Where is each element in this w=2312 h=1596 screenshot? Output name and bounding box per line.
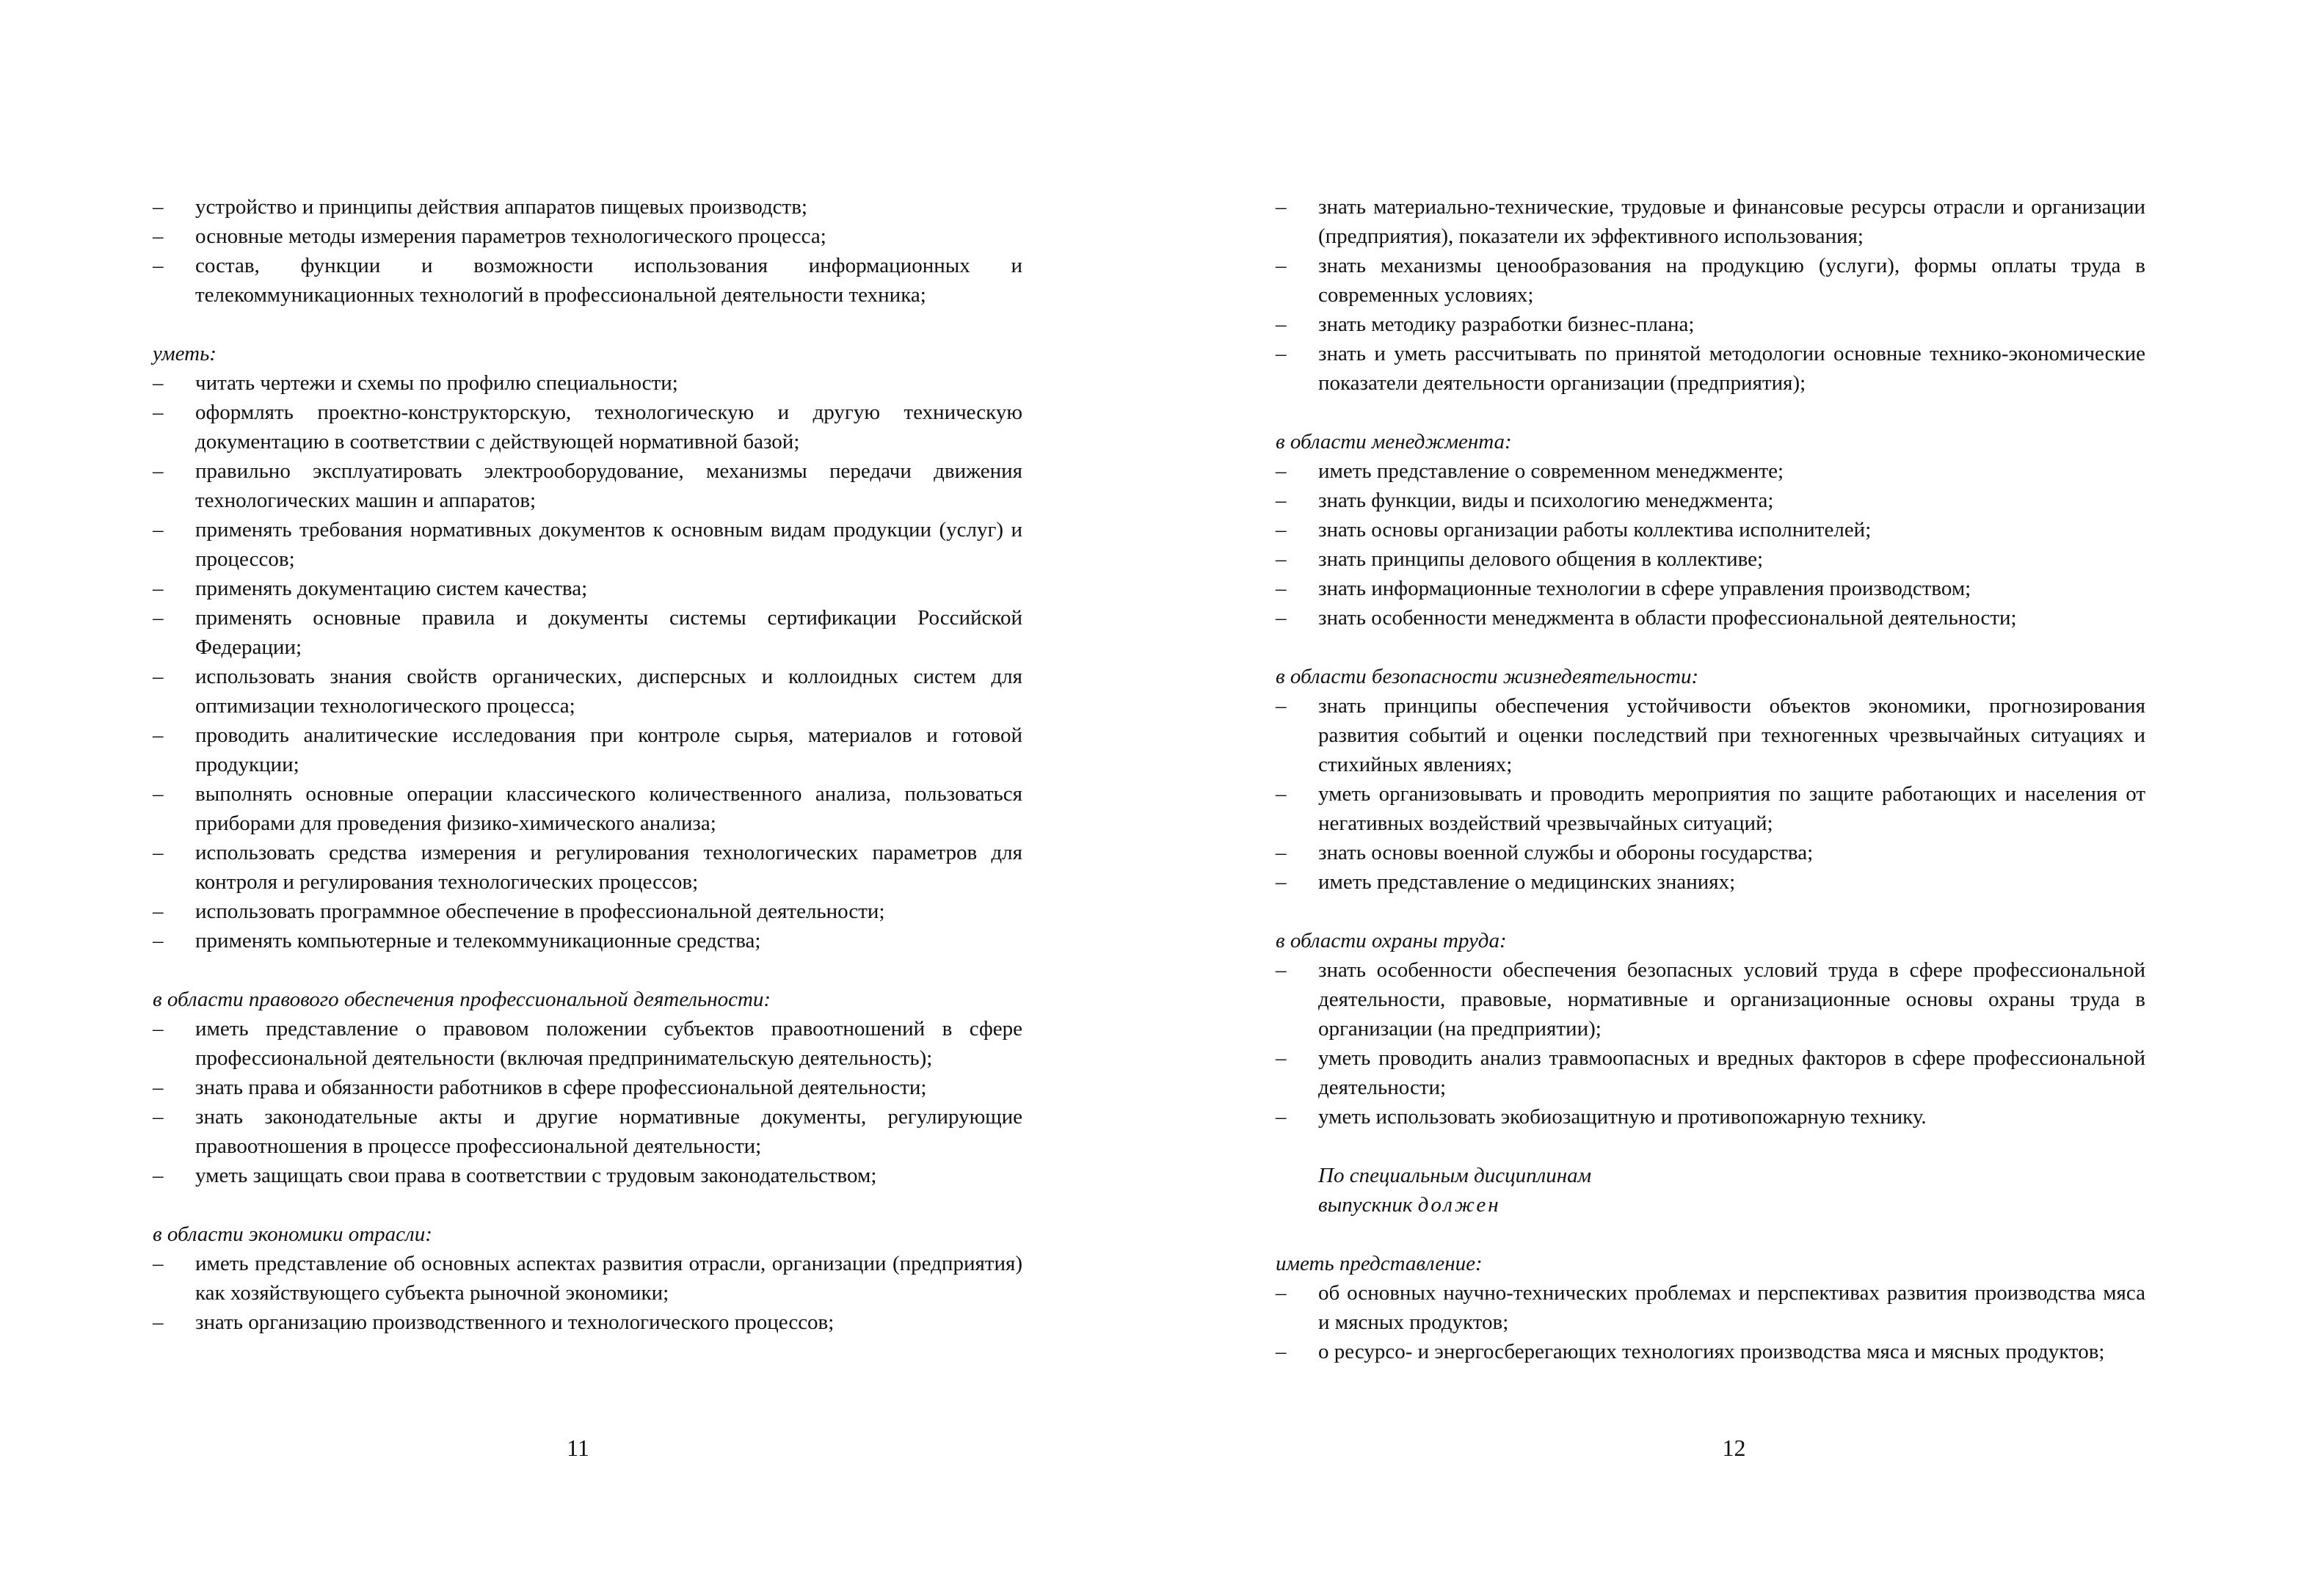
economics-list-left (153, 1249, 1022, 1337)
list-item: – оформлять проектно-конструкторскую, технологическую и другую техническую документацию в соответствии с действующей нормативной базой; (153, 398, 1022, 456)
list-item: – применять основные правила и документы системы сертификации Российской Федерации; (153, 603, 1022, 662)
list-item: – проводить аналитические исследования при контроле сырья, материалов и готовой продукции; (153, 721, 1022, 779)
list-item: – об основных научно-технических проблемах и перспективах развития производства мяса и мясных продуктов; (1276, 1278, 2145, 1337)
safety-list (1276, 691, 2145, 897)
list-item: – уметь защищать свои права в соответствии с трудовым законодательством; (153, 1161, 1022, 1190)
list-item: – уметь организовывать и проводить мероприятия по защите работающих и населения от негативных воздействий чрезвычайных ситуаций; (1276, 779, 2145, 838)
right-page-text (1276, 192, 2145, 1366)
management-list (1276, 456, 2145, 633)
page-number-left: 11 (567, 1435, 589, 1461)
list-item: – устройство и принципы действия аппаратов пищевых производств; (153, 192, 1022, 222)
labor-heading: в области охраны труда: (1276, 929, 1507, 952)
list-item: – использовать программное обеспечение в профессиональной деятельности; (153, 897, 1022, 926)
legal-heading: в области правового обеспечения профессиональной деятельности: (153, 988, 771, 1011)
right-page (1156, 0, 2312, 1596)
list-item: – уметь проводить анализ травмоопасных и вредных факторов в сфере профессиональной деятельности; (1276, 1043, 2145, 1102)
list-item: – применять документацию систем качества; (153, 574, 1022, 603)
concept-heading: иметь представление: (1276, 1252, 1483, 1275)
list-item: – знать информационные технологии в сфере управления производством; (1276, 574, 2145, 603)
list-item: – уметь использовать экобиозащитную и противопожарную технику. (1276, 1102, 2145, 1132)
list-item: – использовать средства измерения и регулирования технологических параметров для контроля и регулирования технологических процессов; (153, 838, 1022, 897)
must-word: должен (1417, 1193, 1501, 1217)
list-item: – знать права и обязанности работников в сфере профессиональной деятельности; (153, 1073, 1022, 1102)
list-item: – знать основы военной службы и обороны государства; (1276, 838, 2145, 867)
labor-list (1276, 955, 2145, 1132)
management-heading: в области менеджмента: (1276, 430, 1512, 453)
list-item: – правильно эксплуатировать электрооборудование, механизмы передачи движения технологических машин и аппаратов; (153, 456, 1022, 515)
list-item: – знать и уметь рассчитывать по принятой методологии основные технико-экономические показатели деятельности организации (предприятия); (1276, 339, 2145, 398)
list-item: – выполнять основные операции классического количественного анализа, пользоваться приборами для проведения физико-химического анализа; (153, 779, 1022, 838)
list-item: – знать принципы обеспечения устойчивости объектов экономики, прогнозирования развития событий и оценки последствий при техногенных чрезвычайных ситуациях и стихийных явлениях; (1276, 691, 2145, 779)
economics-list-right (1276, 192, 2145, 398)
list-item: – иметь представление о медицинских знаниях; (1276, 867, 2145, 897)
list-item: – знать принципы делового общения в коллективе; (1276, 544, 2145, 574)
list-item: – знать материально-технические, трудовые и финансовые ресурсы отрасли и организации (предприятия), показатели их эффективного использования; (1276, 192, 2145, 251)
list-item: – знать методику разработки бизнес-плана; (1276, 310, 2145, 339)
list-item: – использовать знания свойств органических, дисперсных и коллоидных систем для оптимизации технологического процесса; (153, 662, 1022, 721)
list-item: – о ресурсо- и энергосберегающих технологиях производства мяса и мясных продуктов; (1276, 1337, 2145, 1366)
list-item: – знать законодательные акты и другие нормативные документы, регулирующие правоотношения в процессе профессиональной деятельности; (153, 1102, 1022, 1161)
list-item: – применять компьютерные и телекоммуникационные средства; (153, 926, 1022, 955)
page-number-right: 12 (1722, 1435, 1746, 1461)
list-item: – иметь представление о правовом положении субъектов правоотношений в сфере профессиональной деятельности (включая предпринимательскую деятельность); (153, 1014, 1022, 1073)
skills-list (153, 368, 1022, 955)
list-item: – знать особенности обеспечения безопасных условий труда в сфере профессиональной деятельности, правовые, нормативные и организационные основы охраны труда в организации (на предприятии); (1276, 955, 2145, 1043)
list-item: – применять требования нормативных документов к основным видам продукции (услуг) и процессов; (153, 515, 1022, 574)
list-item: – состав, функции и возможности использования информационных и телекоммуникационных технологий в профессиональной деятельности техника; (153, 251, 1022, 310)
intro-list (153, 192, 1022, 310)
special-disciplines-line1: По специальным дисциплинам (1318, 1164, 1592, 1187)
list-item: – читать чертежи и схемы по профилю специальности; (153, 368, 1022, 398)
list-item: – иметь представление об основных аспектах развития отрасли, организации (предприятия) как хозяйствующего субъекта рыночной экономики; (153, 1249, 1022, 1308)
legal-list (153, 1014, 1022, 1190)
concept-list (1276, 1278, 2145, 1366)
graduate-word: выпускник (1318, 1193, 1418, 1217)
list-item: – знать особенности менеджмента в области профессиональной деятельности; (1276, 603, 2145, 633)
left-page-text (153, 192, 1022, 1337)
list-item: – знать функции, виды и психологию менеджмента; (1276, 486, 2145, 515)
special-disciplines-line2 (1276, 1190, 2145, 1220)
safety-heading: в области безопасности жизнедеятельности: (1276, 665, 1699, 688)
list-item: – знать основы организации работы коллектива исполнителей; (1276, 515, 2145, 544)
list-item: – иметь представление о современном менеджменте; (1276, 456, 2145, 486)
list-item: – основные методы измерения параметров технологического процесса; (153, 222, 1022, 251)
list-item: – знать механизмы ценообразования на продукцию (услуги), формы оплаты труда в современных условиях; (1276, 251, 2145, 310)
skills-heading: уметь: (153, 342, 217, 365)
economics-heading: в области экономики отрасли: (153, 1222, 432, 1246)
list-item: – знать организацию производственного и технологического процессов; (153, 1308, 1022, 1337)
